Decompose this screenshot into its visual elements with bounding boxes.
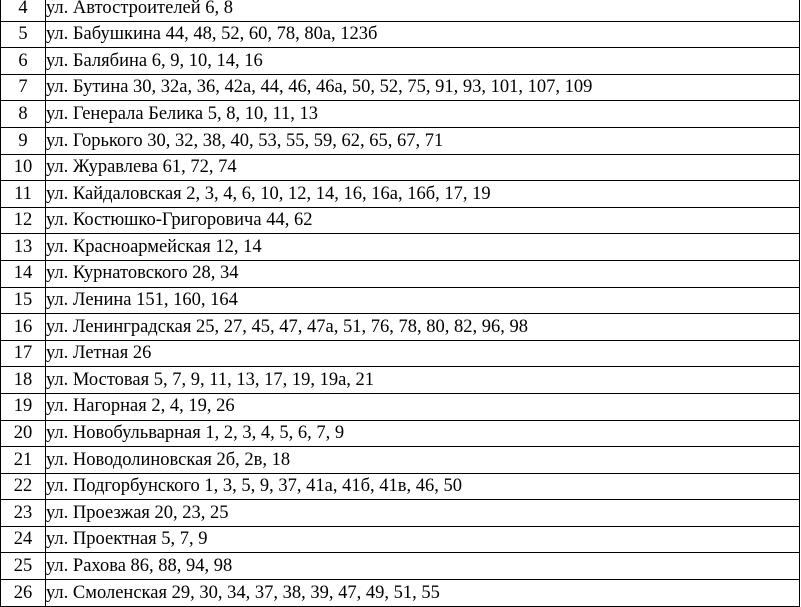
street-addresses: ул. Красноармейская 12, 14 bbox=[46, 234, 800, 261]
row-number: 18 bbox=[1, 367, 46, 394]
row-number: 26 bbox=[1, 580, 46, 607]
table-row bbox=[1, 473, 800, 500]
row-number: 23 bbox=[1, 500, 46, 527]
row-number: 9 bbox=[1, 127, 46, 154]
table-row bbox=[1, 420, 800, 447]
street-addresses: ул. Ленина 151, 160, 164 bbox=[46, 287, 800, 314]
row-number: 15 bbox=[1, 287, 46, 314]
table-row bbox=[1, 500, 800, 527]
street-addresses: ул. Нагорная 2, 4, 19, 26 bbox=[46, 393, 800, 420]
table-row bbox=[1, 314, 800, 341]
table-row bbox=[1, 580, 800, 607]
street-addresses: ул. Костюшко-Григоровича 44, 62 bbox=[46, 207, 800, 234]
row-number: 20 bbox=[1, 420, 46, 447]
street-addresses: ул. Ленинградская 25, 27, 45, 47, 47а, 51, 76, 78, 80, 82, 96, 98 bbox=[46, 314, 800, 341]
street-addresses: ул. Новобульварная 1, 2, 3, 4, 5, 6, 7, 9 bbox=[46, 420, 800, 447]
street-addresses: ул. Журавлева 61, 72, 74 bbox=[46, 154, 800, 181]
table-row bbox=[1, 393, 800, 420]
row-number: 10 bbox=[1, 154, 46, 181]
table-row bbox=[1, 48, 800, 75]
table-row bbox=[1, 21, 800, 48]
table-row bbox=[1, 207, 800, 234]
table-row bbox=[1, 74, 800, 101]
table-row bbox=[1, 553, 800, 580]
street-addresses: ул. Летная 26 bbox=[46, 340, 800, 367]
street-addresses: ул. Кайдаловская 2, 3, 4, 6, 10, 12, 14, 16, 16а, 16б, 17, 19 bbox=[46, 181, 800, 208]
row-number: 13 bbox=[1, 234, 46, 261]
row-number: 11 bbox=[1, 181, 46, 208]
street-addresses: ул. Рахова 86, 88, 94, 98 bbox=[46, 553, 800, 580]
row-number: 22 bbox=[1, 473, 46, 500]
table-row bbox=[1, 526, 800, 553]
street-addresses: ул. Проезжая 20, 23, 25 bbox=[46, 500, 800, 527]
row-number: 19 bbox=[1, 393, 46, 420]
row-number: 6 bbox=[1, 48, 46, 75]
table-row bbox=[1, 234, 800, 261]
street-addresses: ул. Бабушкина 44, 48, 52, 60, 78, 80а, 123б bbox=[46, 21, 800, 48]
row-number: 21 bbox=[1, 447, 46, 474]
row-number: 17 bbox=[1, 340, 46, 367]
street-addresses: ул. Балябина 6, 9, 10, 14, 16 bbox=[46, 48, 800, 75]
street-addresses: ул. Мостовая 5, 7, 9, 11, 13, 17, 19, 19а, 21 bbox=[46, 367, 800, 394]
street-addresses: ул. Генерала Белика 5, 8, 10, 11, 13 bbox=[46, 101, 800, 128]
table-row bbox=[1, 127, 800, 154]
street-addresses: ул. Горького 30, 32, 38, 40, 53, 55, 59, 62, 65, 67, 71 bbox=[46, 127, 800, 154]
row-number: 16 bbox=[1, 314, 46, 341]
street-addresses: ул. Смоленская 29, 30, 34, 37, 38, 39, 47, 49, 51, 55 bbox=[46, 580, 800, 607]
street-addresses: ул. Автостроителей 6, 8 bbox=[46, 0, 800, 21]
row-number: 4 bbox=[1, 0, 46, 21]
street-addresses: ул. Проектная 5, 7, 9 bbox=[46, 526, 800, 553]
table-row bbox=[1, 287, 800, 314]
table-row bbox=[1, 447, 800, 474]
street-addresses: ул. Бутина 30, 32а, 36, 42а, 44, 46, 46а, 50, 52, 75, 91, 93, 101, 107, 109 bbox=[46, 74, 800, 101]
table-row bbox=[1, 0, 800, 21]
row-number: 25 bbox=[1, 553, 46, 580]
row-number: 5 bbox=[1, 21, 46, 48]
table-row bbox=[1, 367, 800, 394]
table-row bbox=[1, 154, 800, 181]
street-addresses: ул. Новодолиновская 2б, 2в, 18 bbox=[46, 447, 800, 474]
row-number: 24 bbox=[1, 526, 46, 553]
address-table-body bbox=[1, 0, 800, 606]
row-number: 8 bbox=[1, 101, 46, 128]
row-number: 14 bbox=[1, 260, 46, 287]
row-number: 7 bbox=[1, 74, 46, 101]
row-number: 12 bbox=[1, 207, 46, 234]
street-addresses: ул. Курнатовского 28, 34 bbox=[46, 260, 800, 287]
table-row bbox=[1, 340, 800, 367]
table-row bbox=[1, 181, 800, 208]
table-row bbox=[1, 101, 800, 128]
street-addresses: ул. Подгорбунского 1, 3, 5, 9, 37, 41а, 41б, 41в, 46, 50 bbox=[46, 473, 800, 500]
table-row bbox=[1, 260, 800, 287]
